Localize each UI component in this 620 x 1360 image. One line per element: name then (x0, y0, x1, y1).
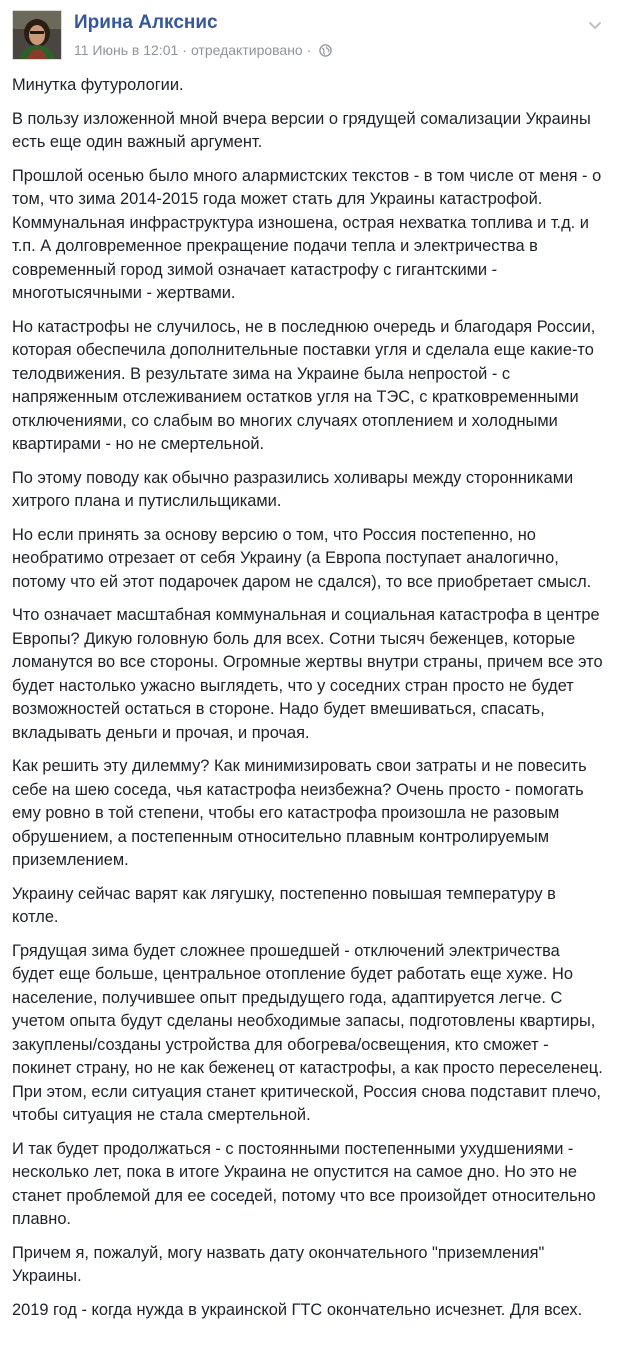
post-paragraph: Но если принять за основу версию о том, что Россия постепенно, но необратимо отрезает от себя Украину (а Европа поступает аналогично, потому что ей этот подарочек даром не сдался), то все приобретает смысл. (12, 525, 592, 591)
post-meta (74, 42, 332, 58)
meta-separator: · (182, 42, 187, 58)
post-body (12, 74, 606, 1332)
post-paragraph: Прошлой осенью было много алармистских текстов - в том числе от меня - о том, что зима 2014-2015 года может стать для Украины катастрофой. Коммунальная инфраструктура изношена, острая нехватка топлива и т.д. и т.п. А долговременное прекращение подачи тепла и электричества в современный город зимой означает катастрофу с гигантскими - многотысячными - жертвами. (12, 166, 602, 302)
post-paragraph: По этому поводу как обычно разразились холивары между сторонниками хитрого плана и путислильщиками. (12, 468, 574, 510)
avatar[interactable] (12, 10, 62, 60)
post-paragraph: В пользу изложенной мной вчера версии о грядущей сомализации Украины есть еще один важный аргумент. (12, 109, 591, 151)
post-paragraph: И так будет продолжаться - с постоянными постепенными ухудшениями - несколько лет, пока в итоге Украина не опустится на самое дно. Но это не станет проблемой для ее соседей, потому что все произойдет относительно плавно. (12, 1139, 596, 1228)
author-name[interactable]: Ирина Алкснис (74, 12, 218, 33)
post-paragraph: Грядущая зима будет сложнее прошедшей - отключений электричества будет еще больше, центральное отопление будет работать еще хуже. Но население, получившее опыт предыдущего года, адаптируется легче. С учетом опыта будут сделаны необходимые запасы, подготовлены квартиры, закуплены/созданы устройства для обогрева/освещения, кто сможет - покинет страну, но не как беженец от катастрофы, а как просто переселенец. При этом, если ситуация станет критической, Россия снова подставит плечо, чтобы ситуация не стала смертельной. (12, 941, 603, 1124)
globe-icon[interactable] (319, 44, 332, 57)
post-header (12, 10, 608, 60)
avatar-photo-icon (13, 11, 61, 59)
post-paragraph: Минутка футурологии. (12, 76, 184, 94)
post-paragraph: Как решить эту дилемму? Как минимизировать свои затраты и не повесить себе на шею соседа, чья катастрофа неизбежна? Очень просто - помогать ему ровно в той степени, чтобы его катастрофа произошла не разовым обрушением, а постепенным относительно плавным контролируемым приземлением. (12, 757, 587, 869)
chevron-down-icon[interactable] (586, 16, 604, 34)
post-paragraph: 2019 год - когда нужда в украинской ГТС окончательно исчезнет. Для всех. (12, 1300, 583, 1319)
post-paragraph: Что означает масштабная коммунальная и социальная катастрофа в центре Европы? Дикую головную боль для всех. Сотни тысяч беженцев, которые ломанутся во все стороны. Огромные жертвы внутри страны, причем все это будет настолько ужасно выглядеть, что у соседних стран просто не будет возможностей остаться в стороне. Надо будет вмешиваться, спасать, вкладывать деньги и прочая, и прочая. (12, 606, 603, 742)
post-paragraph: Украину сейчас варят как лягушку, постепенно повышая температуру в котле. (12, 884, 556, 926)
post-date[interactable]: 11 Июнь в 12:01 (74, 42, 179, 58)
meta-separator-2: · (306, 42, 312, 58)
post-paragraph: Причем я, пожалуй, могу назвать дату окончательного "приземления" Украины. (12, 1243, 545, 1285)
post-paragraph: Но катастрофы не случилось, не в последнюю очередь и благодаря России, которая обеспечила дополнительные поставки угля и сделала еще какие-то телодвижения. В результате зима на Украине была непростой - с напряженным отслеживанием остатков угля на ТЭС, с кратковременными отключениями, со слабым во многих случаях отоплением и холодными квартирами - но не смертельной. (12, 317, 596, 453)
edited-label[interactable]: отредактировано (190, 42, 303, 58)
